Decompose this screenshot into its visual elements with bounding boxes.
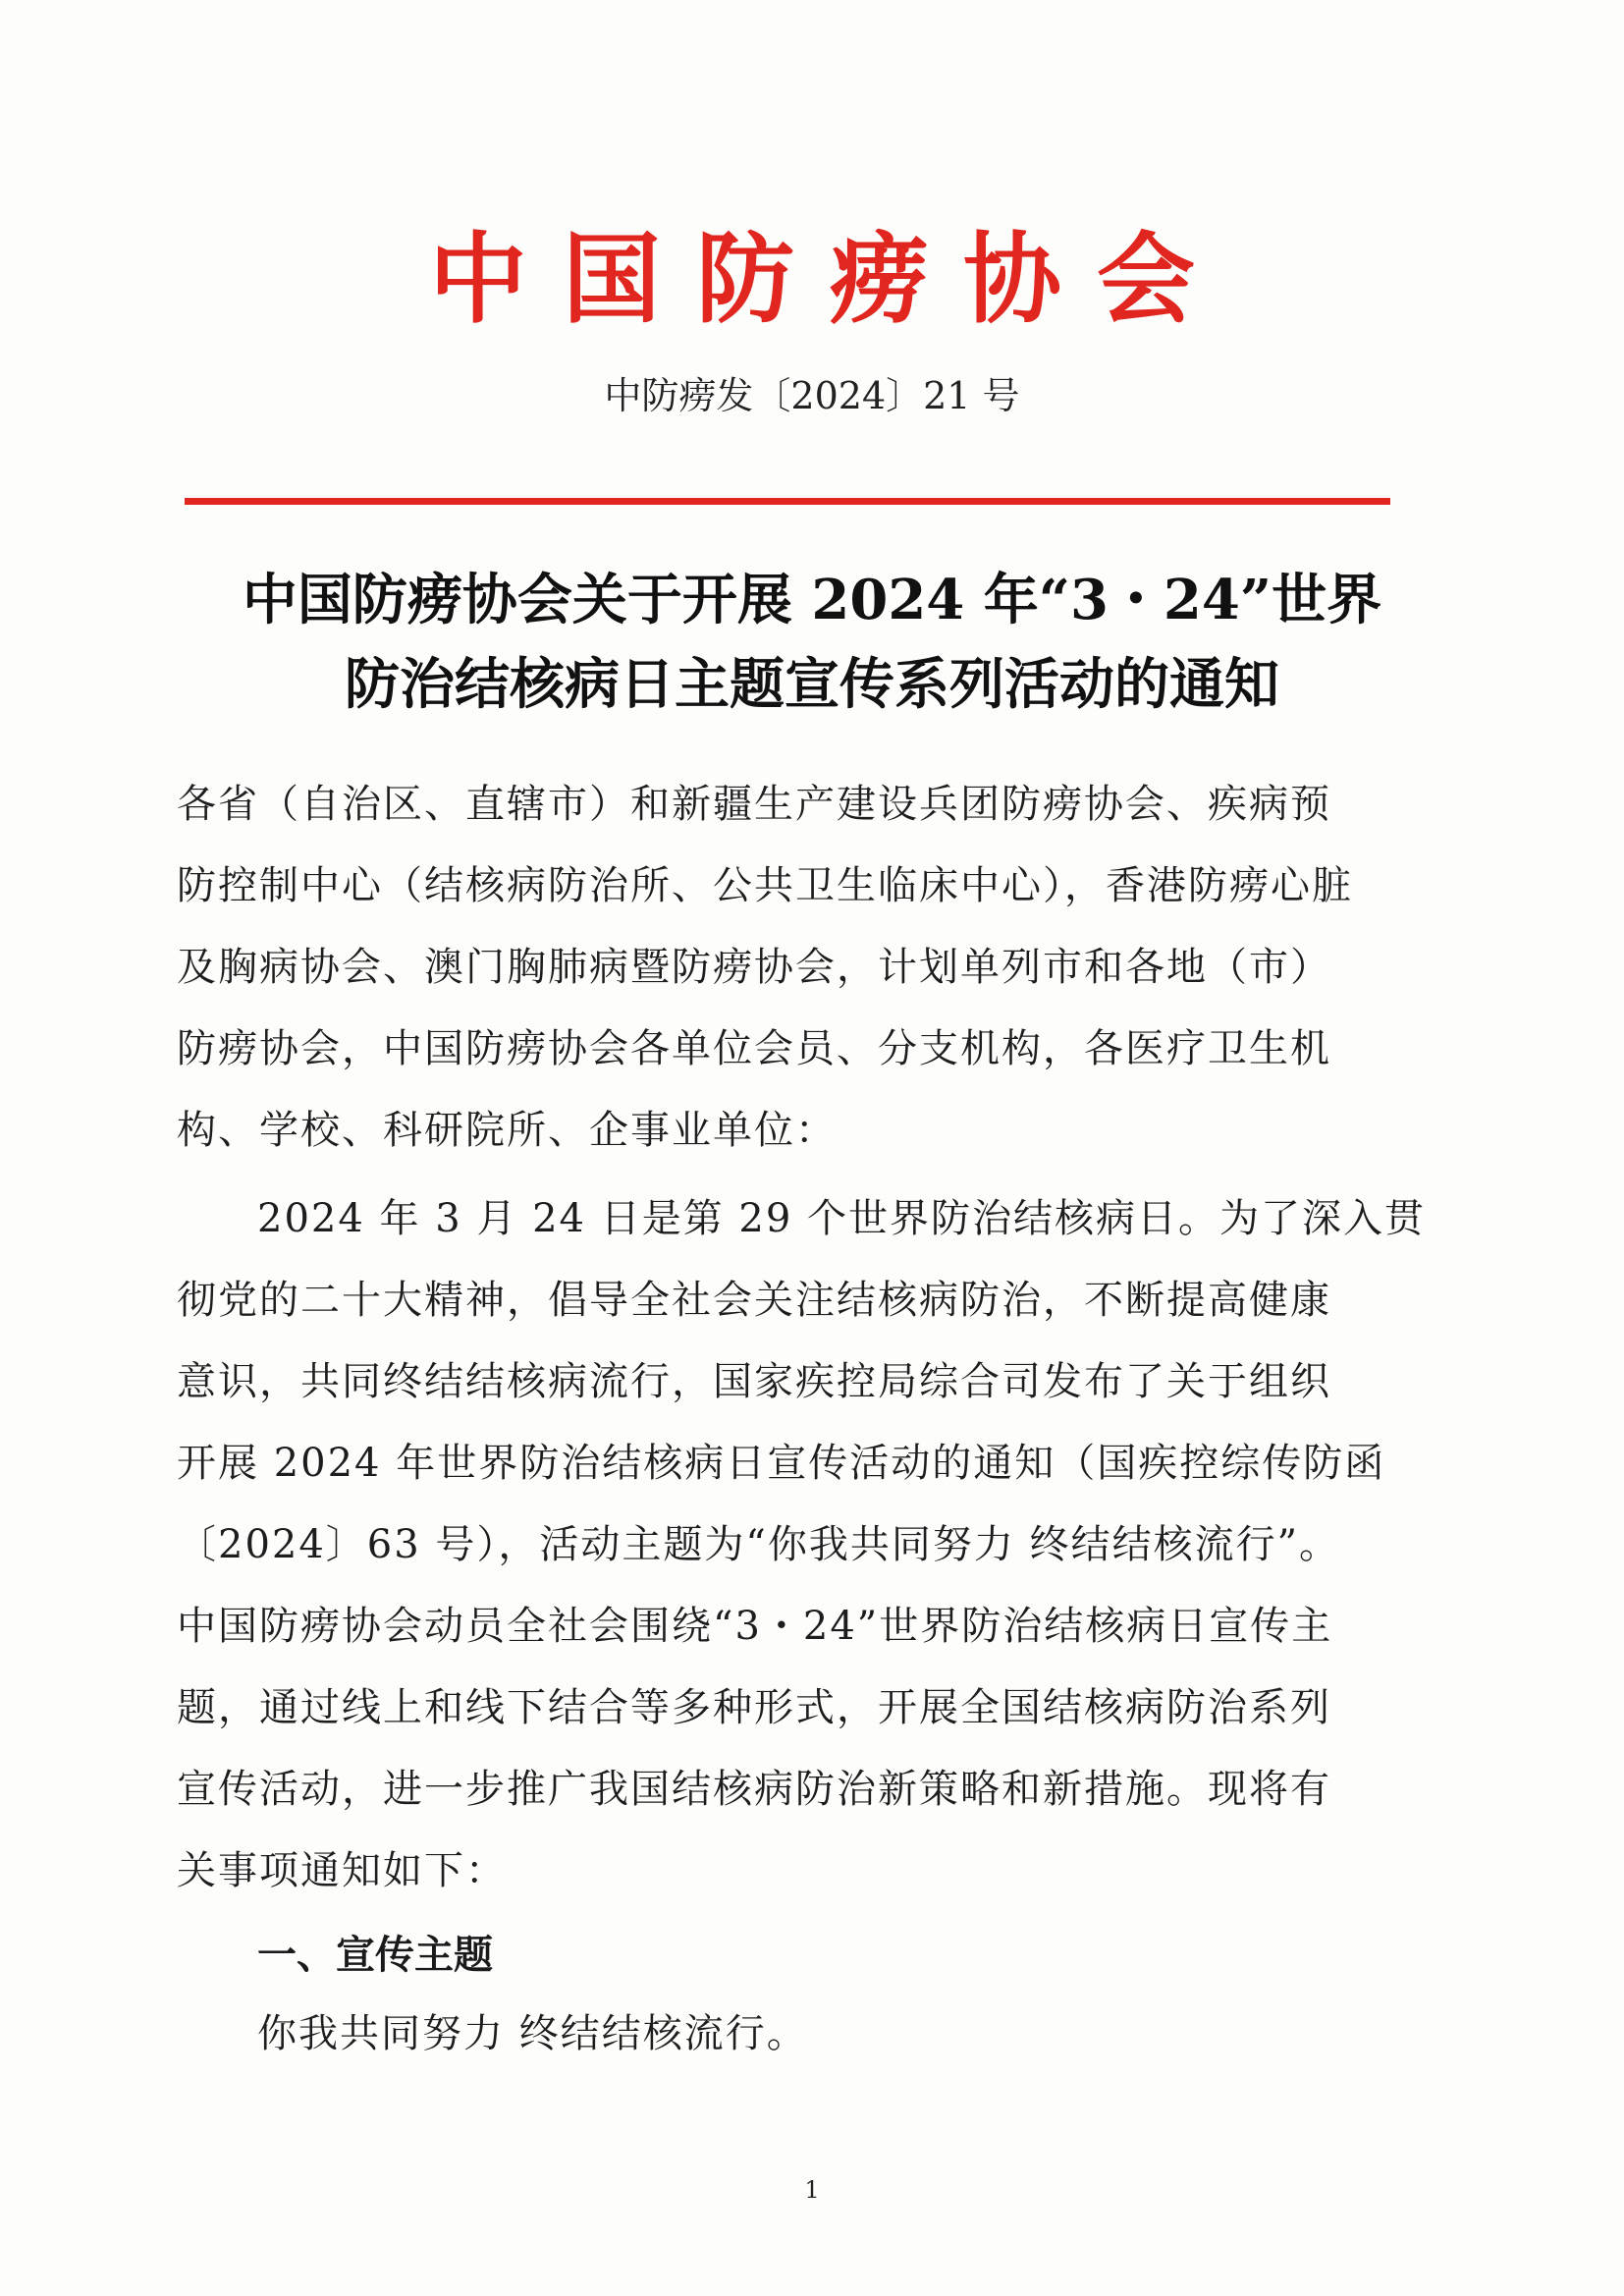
paragraph-line: 〔2024〕63 号），活动主题为“你我共同努力 终结结核流行”。 bbox=[177, 1522, 1341, 1567]
paragraph-line: 宣传活动，进一步推广我国结核病防治新策略和新措施。现将有 bbox=[177, 1767, 1331, 1812]
paragraph-line: 2024 年 3 月 24 日是第 29 个世界防治结核病日。为了深入贯 bbox=[257, 1196, 1427, 1241]
addressee-line: 各省（自治区、直辖市）和新疆生产建设兵团防痨协会、疾病预 bbox=[177, 782, 1331, 827]
document-number: 中防痨发〔2024〕21 号 bbox=[604, 374, 1020, 417]
red-divider-line bbox=[185, 498, 1390, 505]
paragraph-line: 题，通过线上和线下结合等多种形式，开展全国结核病防治系列 bbox=[177, 1685, 1331, 1730]
paragraph-line: 彻党的二十大精神，倡导全社会关注结核病防治，不断提高健康 bbox=[177, 1278, 1331, 1323]
document-title bbox=[157, 558, 1467, 727]
paragraph-line: 意识，共同终结结核病流行，国家疾控局综合司发布了关于组织 bbox=[177, 1359, 1331, 1404]
section-text-1: 你我共同努力 终结结核流行。 bbox=[257, 2011, 808, 2056]
section-heading-1: 一、宣传主题 bbox=[257, 1933, 493, 1978]
addressee-line: 及胸病协会、澳门胸肺病暨防痨协会，计划单列市和各地（市） bbox=[177, 945, 1331, 990]
paragraph-line: 中国防痨协会动员全社会围绕“3・24”世界防治结核病日宣传主 bbox=[177, 1604, 1333, 1649]
addressee-line: 防控制中心（结核病防治所、公共卫生临床中心），香港防痨心脏 bbox=[177, 863, 1353, 908]
title-line-1: 中国防痨协会关于开展 2024 年“3・24”世界 bbox=[242, 568, 1382, 632]
organization-letterhead: 中国防痨协会 bbox=[429, 222, 1230, 337]
paragraph-line: 开展 2024 年世界防治结核病日宣传活动的通知（国疾控综传防函 bbox=[177, 1441, 1386, 1486]
addressee-line: 防痨协会，中国防痨协会各单位会员、分支机构，各医疗卫生机 bbox=[177, 1026, 1331, 1071]
title-line-2: 防治结核病日主题宣传系列活动的通知 bbox=[345, 652, 1279, 717]
body-paragraph-1 bbox=[177, 1178, 1427, 1912]
addressee-line: 构、学校、科研院所、企事业单位： bbox=[177, 1108, 837, 1153]
addressee-block bbox=[177, 764, 1404, 1172]
paragraph-line: 关事项通知如下： bbox=[177, 1848, 507, 1893]
page-number: 1 bbox=[804, 2176, 820, 2204]
